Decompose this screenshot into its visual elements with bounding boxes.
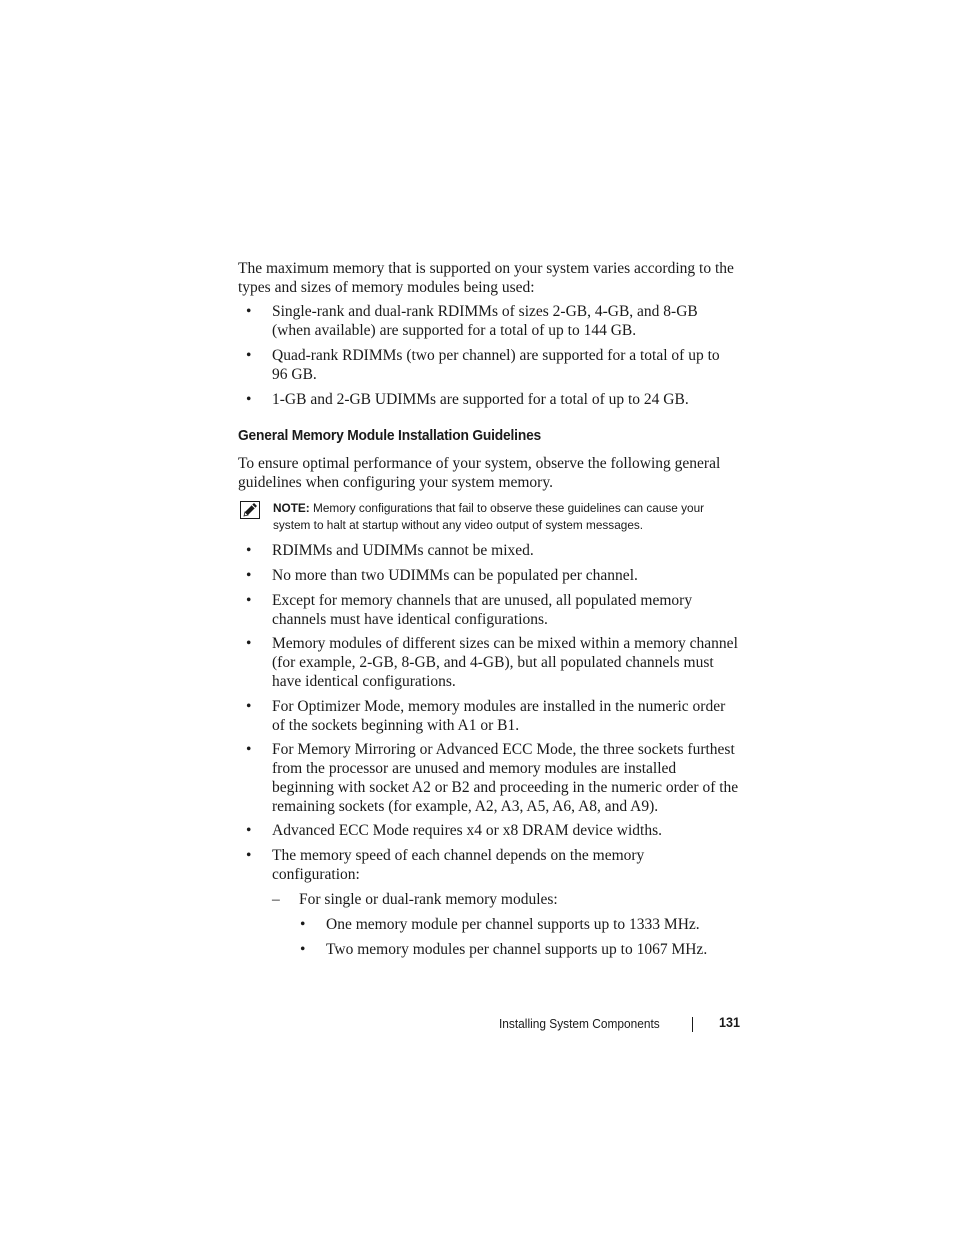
list-item-text: Except for memory channels that are unused, all populated memory channels must have identical configurations. (272, 592, 693, 628)
bullet-icon: • (246, 741, 252, 758)
sub-list-item-text: For single or dual-rank memory modules: (299, 891, 558, 908)
footer-section-title: Installing System Components (499, 1016, 660, 1031)
section-heading: General Memory Module Installation Guidelines (238, 427, 542, 444)
bullet-icon: • (246, 592, 252, 609)
intro-paragraph: The maximum memory that is supported on your system varies according to the types and sizes of memory modules being used: (238, 260, 734, 296)
bullet-icon: • (300, 941, 306, 958)
bullet-icon: • (246, 347, 252, 364)
bullet-icon: • (246, 567, 252, 584)
sub-sub-list-item-text: One memory module per channel supports up to 1333 MHz. (326, 916, 700, 933)
bullet-icon: • (246, 822, 252, 839)
note-text (273, 500, 724, 534)
list-item-text: Advanced ECC Mode requires x4 or x8 DRAM device widths. (272, 822, 663, 839)
section-intro: To ensure optimal performance of your system, observe the following general guidelines when configuring your system memory. (238, 455, 721, 491)
note-label: NOTE: (273, 501, 310, 515)
list-item-text: Quad-rank RDIMMs (two per channel) are supported for a total of up to 96 GB. (272, 347, 720, 383)
bullet-icon: • (246, 391, 252, 408)
list-item-text: The memory speed of each channel depends on the memory configuration: (272, 847, 645, 883)
list-item-text: 1-GB and 2-GB UDIMMs are supported for a total of up to 24 GB. (272, 391, 689, 408)
bullet-icon: • (246, 847, 252, 864)
list-item-text: No more than two UDIMMs can be populated per channel. (272, 567, 638, 584)
list-item-text: RDIMMs and UDIMMs cannot be mixed. (272, 542, 534, 559)
footer-divider (692, 1017, 693, 1032)
bullet-icon: • (246, 542, 252, 559)
bullet-icon: • (246, 635, 252, 652)
bullet-icon: • (246, 698, 252, 715)
list-item-text: Memory modules of different sizes can be mixed within a memory channel (for example, 2-GB, 8-GB, and 4-GB), but all populated channels must have identical configurations. (272, 635, 738, 690)
list-item-text: Single-rank and dual-rank RDIMMs of sizes 2-GB, 4-GB, and 8-GB (when available) are supported for a total of up to 144 GB. (272, 303, 698, 339)
note-pencil-icon (240, 501, 260, 519)
note-body: Memory configurations that fail to observe these guidelines can cause your system to halt at startup without any video output of system messages. (273, 501, 705, 532)
list-item-text: For Optimizer Mode, memory modules are installed in the numeric order of the sockets beginning with A1 or B1. (272, 698, 726, 734)
list-item-text: For Memory Mirroring or Advanced ECC Mode, the three sockets furthest from the processor are unused and memory modules are installed beginning with socket A2 or B2 and proceeding in the numeric order of the remaining sockets (for example, A2, A3, A5, A6, A8, and A9). (272, 741, 739, 815)
bullet-icon: • (300, 916, 306, 933)
dash-icon: – (272, 891, 280, 908)
page-number: 131 (719, 1015, 740, 1030)
bullet-icon: • (246, 303, 252, 320)
sub-sub-list-item-text: Two memory modules per channel supports up to 1067 MHz. (326, 941, 708, 958)
